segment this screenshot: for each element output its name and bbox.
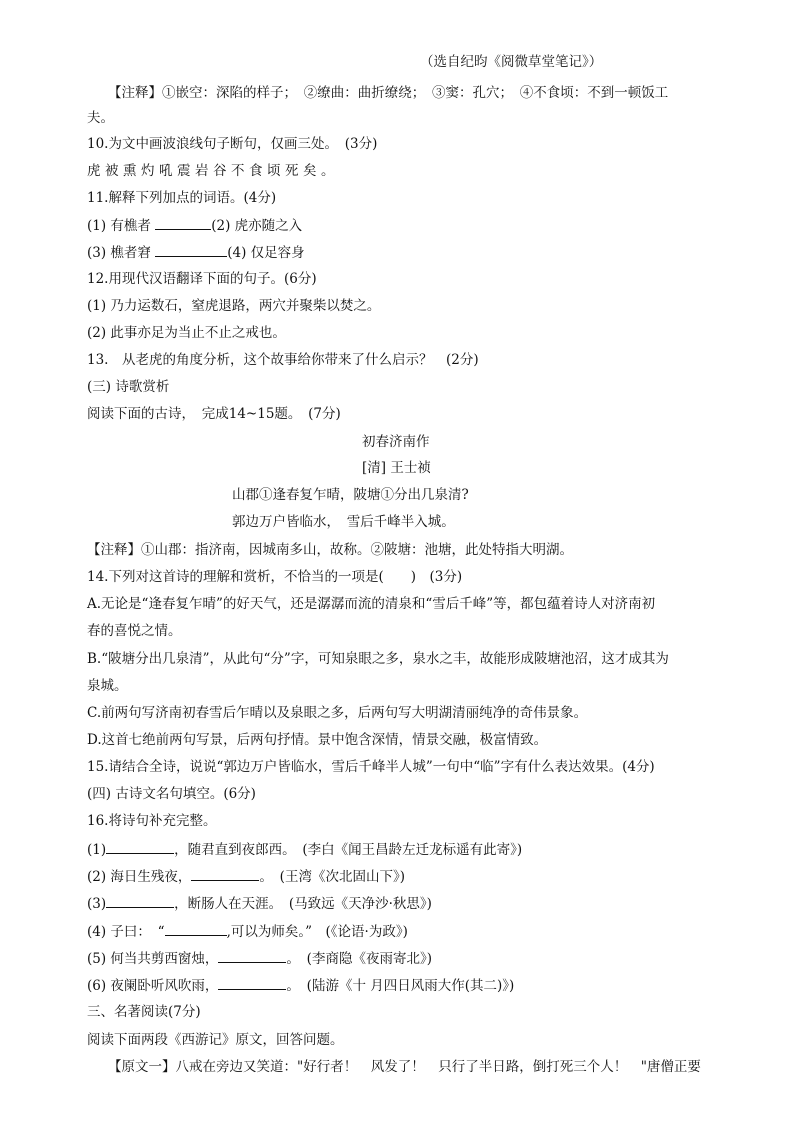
section-fill-title: (四) 古诗文名句填空。(6分) <box>87 786 256 802</box>
q12-sentence-2: (2) 此事亦足为当止不止之戒也。 <box>87 325 286 341</box>
q16-line-3 <box>87 894 432 913</box>
q16-line-4-suffix: ,可以为师矣。” (《论语·为政》) <box>226 924 408 940</box>
section-poetry-intro: 阅读下面的古诗， 完成14~15题。 (7分) <box>87 406 341 422</box>
q12-sentence-1: (1) 乃力运数石，窒虎退路，两穴并聚柴以焚之。 <box>87 298 381 314</box>
poem-author: [清] 王士祯 <box>362 460 431 476</box>
q11-row-1 <box>87 216 302 235</box>
q16-blank-4[interactable] <box>165 922 227 936</box>
q16-line-6-suffix: 。 (陆游《十 月四日风雨大作(其二)》) <box>286 978 515 994</box>
q16-blank-1[interactable] <box>106 840 174 854</box>
q16-line-2 <box>87 867 405 886</box>
q11-item-3: (3) 樵者窘 <box>87 245 151 261</box>
note-line-1: 【注释】①嵌空：深陷的样子； ②缭曲：曲折缭绕； ③窦：孔穴； ④不食顷：不到一顿饭工 <box>108 85 669 101</box>
q10-title: 10.为文中画波浪线句子断句，仅画三处。 (3分) <box>87 136 378 152</box>
poem-title: 初春济南作 <box>362 434 430 450</box>
q14-option-b-line-2: 泉城。 <box>87 678 128 694</box>
original-text-1: 【原文一】八戒在旁边又笑道："好行者！ 风发了！ 只行了半日路，倒打死三个人！ "唐僧正要 <box>108 1059 701 1075</box>
q11-title: 11.解释下列加点的词语。(4分) <box>87 190 277 206</box>
note-line-2: 夫。 <box>87 110 114 126</box>
q16-line-2-suffix: 。 (王湾《次北固山下》) <box>259 869 405 885</box>
q12-title: 12.用现代汉语翻译下面的句子。(6分) <box>87 271 317 287</box>
poem-line-1: 山郡①逢春复乍晴，陂塘①分出几泉清? <box>232 487 469 503</box>
q13-title: 13. 从老虎的角度分析，这个故事给你带来了什么启示？ (2分) <box>87 352 479 368</box>
poem-note: 【注释】①山郡：指济南，因城南多山，故称。②陂塘：池塘，此处特指大明湖。 <box>87 542 573 558</box>
q16-line-6 <box>87 976 514 995</box>
q11-item-4: (4) 仅足容身 <box>227 245 305 261</box>
q16-line-1-suffix: ，随君直到夜郎西。 (李白《闻王昌龄左迁龙标遥有此寄》) <box>174 842 523 858</box>
q16-blank-6[interactable] <box>218 976 286 990</box>
q16-line-4 <box>87 922 408 941</box>
q16-blank-3[interactable] <box>106 894 174 908</box>
q14-option-d: D.这首七绝前两句写景，后两句抒情。景中饱含深情，情景交融，极富情致。 <box>87 732 548 748</box>
q16-line-2-prefix: (2) 海日生残夜， <box>87 869 192 885</box>
q15-title: 15.请结合全诗，说说“郭边万户皆临水，雪后千峰半人城”一句中“临”字有什么表达效果。(4分) <box>87 759 655 775</box>
q16-title: 16.将诗句补充完整。 <box>87 813 217 829</box>
source-citation: （选自纪昀《阅微草堂笔记》） <box>420 54 603 70</box>
q14-option-c: C.前两句写济南初春雪后乍晴以及泉眼之多，后两句写大明湖清丽纯净的奇伟景象。 <box>87 705 588 721</box>
q11-blank-1[interactable] <box>155 216 211 230</box>
q10-sentence: 虎被熏灼吼震岩谷不食顷死矣。 <box>87 163 339 179</box>
q14-title: 14.下列对这首诗的理解和赏析，不恰当的一项是( ) (3分) <box>87 569 463 585</box>
section-classics-title: 三、名著阅读(7分) <box>87 1004 201 1020</box>
q11-item-2: (2) 虎亦随之入 <box>211 218 303 234</box>
section-classics-intro: 阅读下面两段《西游记》原文，回答问题。 <box>87 1032 344 1048</box>
q16-line-1-prefix: (1) <box>87 842 107 858</box>
q14-option-b-line-1: B.“陂塘分出几泉清”，从此句“分”字，可知泉眼之多，泉水之丰，故能形成陂塘池沼，这才成其为 <box>87 651 669 667</box>
q16-line-5-prefix: (5) 何当共剪西窗烛， <box>87 951 219 967</box>
q11-blank-3[interactable] <box>155 243 227 257</box>
q16-line-5 <box>87 949 432 968</box>
q16-line-6-prefix: (6) 夜阑卧听风吹雨， <box>87 978 219 994</box>
q14-option-a-line-1: A.无论是“逢春复乍晴”的好天气，还是潺潺而流的清泉和“雪后千峰”等，都包蕴着诗人对济南初 <box>87 596 656 612</box>
q16-line-3-prefix: (3) <box>87 896 107 912</box>
q16-line-3-suffix: ，断肠人在天涯。 (马致远《天净沙·秋思》) <box>174 896 432 912</box>
q16-blank-5[interactable] <box>218 949 286 963</box>
section-poetry-title: (三) 诗歌赏析 <box>87 379 170 395</box>
q11-row-2 <box>87 243 305 262</box>
q11-item-1: (1) 有樵者 <box>87 218 151 234</box>
q14-option-a-line-2: 春的喜悦之情。 <box>87 623 182 639</box>
q16-line-5-suffix: 。 (李商隐《夜雨寄北》) <box>286 951 432 967</box>
q16-line-4-prefix: (4) 子曰： “ <box>87 924 165 940</box>
poem-line-2: 郭边万户皆临水， 雪后千峰半入城。 <box>232 514 455 530</box>
q16-blank-2[interactable] <box>191 867 259 881</box>
q16-line-1 <box>87 840 522 859</box>
